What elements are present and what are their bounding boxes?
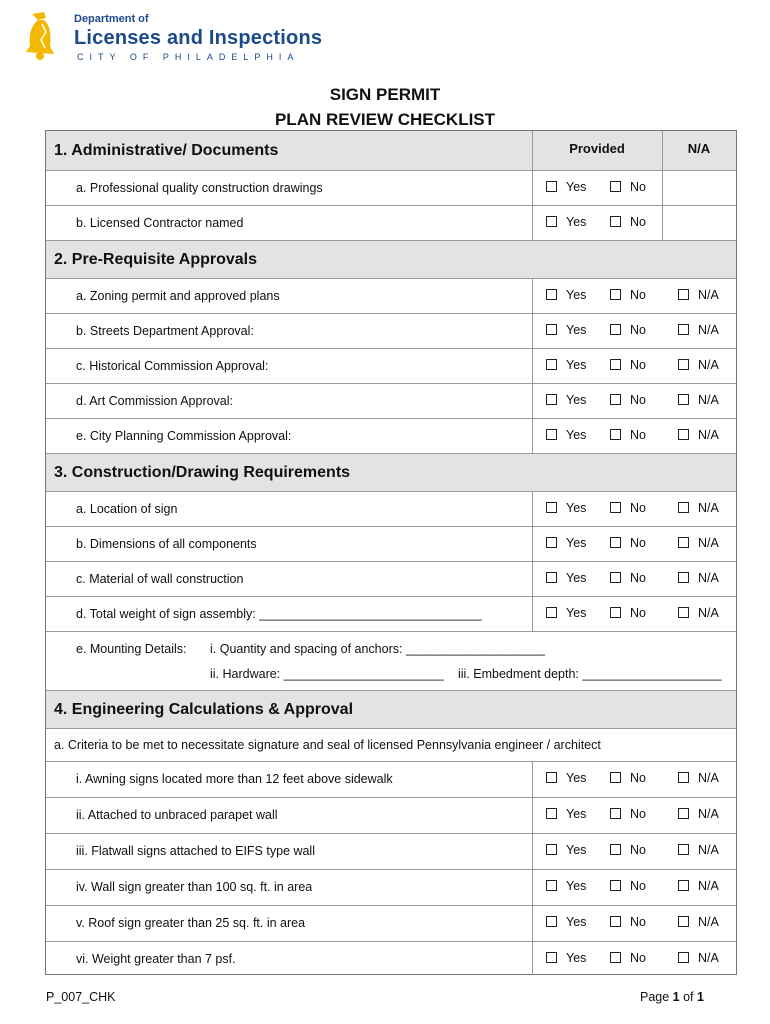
checkbox-label: No	[630, 606, 646, 620]
checkbox-no[interactable]	[610, 393, 646, 407]
checkbox-square-icon	[546, 572, 557, 583]
checkbox-square-icon	[546, 429, 557, 440]
section-header	[46, 240, 736, 279]
checkbox-label: N/A	[698, 393, 719, 407]
column-header-provided: Provided	[569, 141, 625, 156]
checkbox-square-icon	[678, 772, 689, 783]
checkbox-no[interactable]	[610, 843, 646, 857]
checkbox-square-icon	[610, 324, 621, 335]
column-divider	[532, 278, 533, 454]
checkbox-label: No	[630, 393, 646, 407]
checkbox-yes[interactable]	[546, 843, 586, 857]
checkbox-label: N/A	[698, 771, 719, 785]
checkbox-label: N/A	[698, 807, 719, 821]
checkbox-label: Yes	[566, 771, 587, 785]
checkbox-na[interactable]	[678, 358, 719, 372]
checkbox-square-icon	[678, 394, 689, 405]
item-label: c. Historical Commission Approval:	[76, 359, 269, 373]
checkbox-label: Yes	[566, 288, 587, 302]
anchors-field[interactable]: i. Quantity and spacing of anchors: ____________________	[210, 642, 545, 656]
checkbox-label: Yes	[566, 951, 587, 965]
checkbox-yes[interactable]	[546, 879, 586, 893]
checkbox-yes[interactable]	[546, 536, 586, 550]
checkbox-na[interactable]	[678, 951, 719, 965]
checkbox-label: No	[630, 501, 646, 515]
checkbox-no[interactable]	[610, 501, 646, 515]
checkbox-square-icon	[610, 502, 621, 513]
page-indicator	[640, 990, 704, 1004]
checkbox-label: N/A	[698, 288, 719, 302]
checkbox-label: No	[630, 571, 646, 585]
checkbox-yes[interactable]	[546, 807, 586, 821]
checkbox-square-icon	[610, 844, 621, 855]
checkbox-label: No	[630, 215, 646, 229]
form-code: P_007_CHK	[46, 990, 116, 1004]
checkbox-na[interactable]	[678, 288, 719, 302]
checkbox-label: Yes	[566, 915, 587, 929]
checkbox-label: Yes	[566, 180, 587, 194]
checkbox-label: N/A	[698, 606, 719, 620]
checkbox-label: No	[630, 843, 646, 857]
checkbox-label: No	[630, 951, 646, 965]
checkbox-na[interactable]	[678, 501, 719, 515]
item-label: b. Dimensions of all components	[76, 537, 257, 551]
liberty-bell-logo-icon	[24, 10, 70, 62]
item-label: iii. Flatwall signs attached to EIFS type wall	[76, 844, 315, 858]
checkbox-no[interactable]	[610, 571, 646, 585]
criteria-text: a. Criteria to be met to necessitate signature and seal of licensed Pennsylvania engineer / architect	[54, 738, 601, 752]
checkbox-square-icon	[546, 181, 557, 192]
checkbox-na[interactable]	[678, 879, 719, 893]
checkbox-label: No	[630, 915, 646, 929]
checkbox-label: No	[630, 180, 646, 194]
checkbox-yes[interactable]	[546, 501, 586, 515]
checkbox-no[interactable]	[610, 771, 646, 785]
logo-agency-name: Licenses and Inspections	[74, 27, 323, 49]
checkbox-no[interactable]	[610, 215, 646, 229]
checkbox-no[interactable]	[610, 428, 646, 442]
checkbox-label: N/A	[698, 428, 719, 442]
column-divider	[532, 491, 533, 632]
checkbox-yes[interactable]	[546, 771, 586, 785]
checkbox-square-icon	[546, 359, 557, 370]
mounting-label: e. Mounting Details:	[76, 642, 187, 656]
checkbox-na[interactable]	[678, 606, 719, 620]
checkbox-square-icon	[610, 289, 621, 300]
checkbox-label: N/A	[698, 915, 719, 929]
item-label: d. Total weight of sign assembly: ________________________________	[76, 607, 482, 621]
checkbox-square-icon	[678, 324, 689, 335]
checkbox-square-icon	[546, 394, 557, 405]
checkbox-no[interactable]	[610, 807, 646, 821]
checkbox-label: No	[630, 536, 646, 550]
checkbox-yes[interactable]	[546, 215, 586, 229]
checkbox-label: Yes	[566, 501, 587, 515]
checkbox-no[interactable]	[610, 879, 646, 893]
checkbox-square-icon	[546, 289, 557, 300]
checkbox-label: No	[630, 879, 646, 893]
checkbox-square-icon	[610, 808, 621, 819]
item-label: iv. Wall sign greater than 100 sq. ft. in area	[76, 880, 313, 894]
item-label: b. Streets Department Approval:	[76, 324, 254, 338]
item-label: a. Professional quality construction drawings	[76, 181, 323, 195]
checkbox-no[interactable]	[610, 323, 646, 337]
checkbox-na[interactable]	[678, 771, 719, 785]
checkbox-yes[interactable]	[546, 180, 586, 194]
section-title: 4. Engineering Calculations & Approval	[54, 701, 354, 718]
checkbox-square-icon	[546, 324, 557, 335]
checkbox-label: Yes	[566, 606, 587, 620]
item-label: c. Material of wall construction	[76, 572, 244, 586]
checkbox-square-icon	[546, 916, 557, 927]
checkbox-square-icon	[610, 216, 621, 227]
checkbox-label: Yes	[566, 393, 587, 407]
checkbox-square-icon	[546, 502, 557, 513]
checkbox-square-icon	[610, 772, 621, 783]
checkbox-square-icon	[610, 429, 621, 440]
checkbox-yes[interactable]	[546, 915, 586, 929]
column-divider	[532, 131, 533, 241]
page-subtitle: PLAN REVIEW CHECKLIST	[274, 110, 496, 129]
item-label: v. Roof sign greater than 25 sq. ft. in area	[76, 916, 306, 930]
checkbox-label: N/A	[698, 501, 719, 515]
checkbox-square-icon	[678, 359, 689, 370]
page-of: of	[679, 990, 697, 1004]
item-label: a. Location of sign	[76, 502, 178, 516]
checkbox-no[interactable]	[610, 536, 646, 550]
checkbox-no[interactable]	[610, 180, 646, 194]
checkbox-label: Yes	[566, 843, 587, 857]
item-label: vi. Weight greater than 7 psf.	[76, 952, 236, 966]
checkbox-na[interactable]	[678, 323, 719, 337]
checkbox-square-icon	[678, 429, 689, 440]
checkbox-label: N/A	[698, 571, 719, 585]
checkbox-square-icon	[678, 502, 689, 513]
checkbox-label: Yes	[566, 323, 587, 337]
checkbox-square-icon	[610, 916, 621, 927]
logo-department-text: Department of	[74, 13, 149, 25]
checkbox-label: No	[630, 807, 646, 821]
checkbox-label: N/A	[698, 843, 719, 857]
checkbox-square-icon	[610, 537, 621, 548]
mounting-details-row	[46, 631, 736, 691]
checkbox-square-icon	[546, 772, 557, 783]
checkbox-label: No	[630, 288, 646, 302]
checkbox-na[interactable]	[678, 536, 719, 550]
item-label: a. Zoning permit and approved plans	[76, 289, 280, 303]
checkbox-yes[interactable]	[546, 358, 586, 372]
checkbox-square-icon	[546, 952, 557, 963]
checkbox-square-icon	[610, 952, 621, 963]
checkbox-yes[interactable]	[546, 951, 586, 965]
embedment-field[interactable]: iii. Embedment depth: ____________________	[458, 667, 722, 681]
checkbox-yes[interactable]	[546, 428, 586, 442]
checkbox-square-icon	[610, 394, 621, 405]
checkbox-square-icon	[678, 952, 689, 963]
checkbox-square-icon	[610, 359, 621, 370]
checkbox-yes[interactable]	[546, 606, 586, 620]
column-header-na: N/A	[687, 141, 711, 156]
checkbox-na[interactable]	[678, 428, 719, 442]
section-header	[46, 690, 736, 729]
checkbox-label: Yes	[566, 428, 587, 442]
checkbox-no[interactable]	[610, 288, 646, 302]
checkbox-square-icon	[678, 880, 689, 891]
checkbox-na[interactable]	[678, 843, 719, 857]
item-label: e. City Planning Commission Approval:	[76, 429, 292, 443]
checkbox-square-icon	[546, 844, 557, 855]
checkbox-label: No	[630, 358, 646, 372]
section-title: 2. Pre-Requisite Approvals	[54, 251, 258, 268]
checkbox-square-icon	[610, 880, 621, 891]
checkbox-yes[interactable]	[546, 323, 586, 337]
checkbox-square-icon	[678, 572, 689, 583]
checkbox-no[interactable]	[610, 606, 646, 620]
checkbox-label: Yes	[566, 571, 587, 585]
checkbox-no[interactable]	[610, 915, 646, 929]
checkbox-label: No	[630, 428, 646, 442]
checkbox-square-icon	[678, 844, 689, 855]
checkbox-label: Yes	[566, 807, 587, 821]
checkbox-label: Yes	[566, 215, 587, 229]
checkbox-no[interactable]	[610, 358, 646, 372]
checkbox-square-icon	[678, 289, 689, 300]
item-label: d. Art Commission Approval:	[76, 394, 234, 408]
checkbox-label: Yes	[566, 536, 587, 550]
checkbox-square-icon	[610, 181, 621, 192]
checkbox-label: N/A	[698, 323, 719, 337]
checkbox-label: N/A	[698, 879, 719, 893]
checkbox-square-icon	[678, 607, 689, 618]
page-total: 1	[697, 990, 704, 1004]
item-label: i. Awning signs located more than 12 feet above sidewalk	[76, 772, 393, 786]
checkbox-square-icon	[546, 808, 557, 819]
criteria-row	[46, 728, 736, 762]
section-header	[46, 453, 736, 492]
item-label: b. Licensed Contractor named	[76, 216, 244, 230]
checkbox-na[interactable]	[678, 915, 719, 929]
logo-city-text: CITY OF PHILADELPHIA	[77, 52, 300, 62]
checkbox-yes[interactable]	[546, 288, 586, 302]
section-title: 3. Construction/Drawing Requirements	[54, 464, 351, 481]
checkbox-square-icon	[678, 808, 689, 819]
checkbox-yes[interactable]	[546, 571, 586, 585]
page-title: SIGN PERMIT	[329, 85, 441, 104]
checkbox-na[interactable]	[678, 571, 719, 585]
checkbox-label: N/A	[698, 951, 719, 965]
item-label: ii. Attached to unbraced parapet wall	[76, 808, 278, 822]
checkbox-square-icon	[546, 216, 557, 227]
checkbox-label: No	[630, 323, 646, 337]
column-divider	[662, 131, 663, 241]
checkbox-na[interactable]	[678, 807, 719, 821]
checkbox-square-icon	[546, 537, 557, 548]
checkbox-label: N/A	[698, 358, 719, 372]
page-label: Page	[640, 990, 673, 1004]
checkbox-na[interactable]	[678, 393, 719, 407]
checkbox-square-icon	[610, 607, 621, 618]
checkbox-square-icon	[546, 607, 557, 618]
checkbox-label: N/A	[698, 536, 719, 550]
checkbox-yes[interactable]	[546, 393, 586, 407]
checkbox-label: No	[630, 771, 646, 785]
checkbox-square-icon	[678, 537, 689, 548]
page-number: 1	[672, 990, 680, 1004]
column-divider	[532, 761, 533, 975]
section-title: 1. Administrative/ Documents	[54, 142, 279, 159]
checkbox-square-icon	[610, 572, 621, 583]
checkbox-square-icon	[546, 880, 557, 891]
checkbox-square-icon	[678, 916, 689, 927]
checkbox-no[interactable]	[610, 951, 646, 965]
checkbox-label: Yes	[566, 879, 587, 893]
hardware-field[interactable]: ii. Hardware: _______________________	[210, 667, 444, 681]
checkbox-label: Yes	[566, 358, 587, 372]
